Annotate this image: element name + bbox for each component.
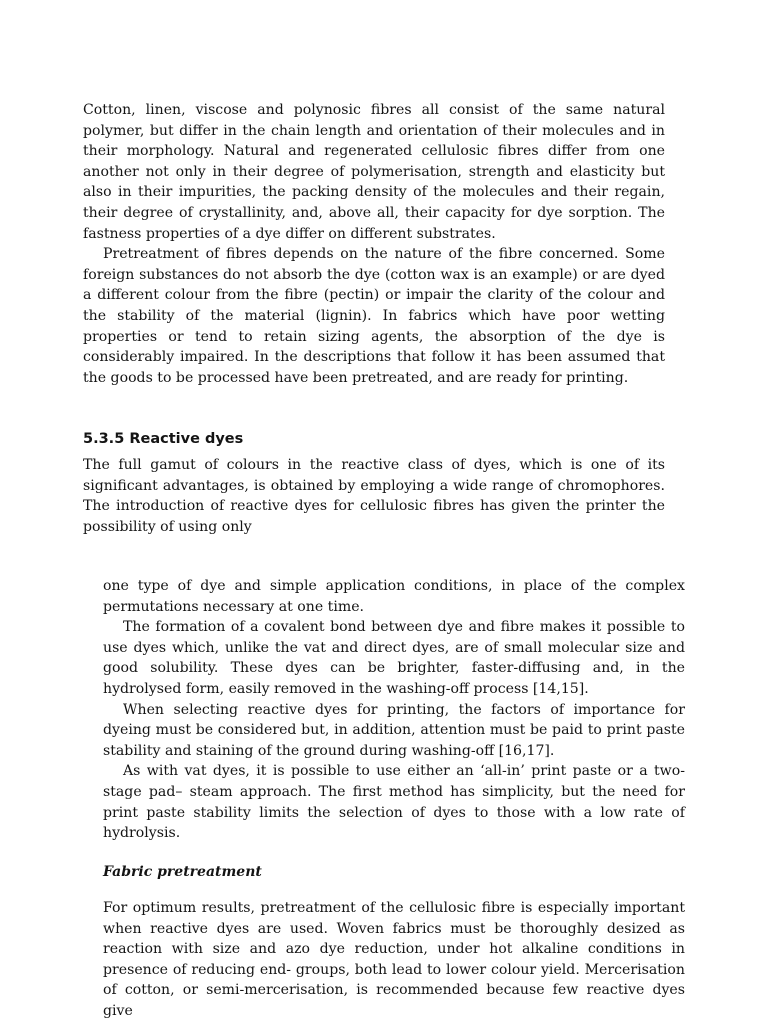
paragraph-reactive-dyes-intro: The full gamut of colours in the reactive class of dyes, which is one of its significant advantages, is obtained by employing a wide range of chromophores. The introduction of reactive dyes for cellulosic fibres has given the printer the possibility of using only xyxy=(83,457,665,535)
fabric-pretreatment-section xyxy=(103,898,685,1022)
paragraph-one-type-of-dye: one type of dye and simple application conditions, in place of the complex permutations necessary at one time. xyxy=(103,578,685,615)
paragraph-pretreatment-of-fibres: Pretreatment of fibres depends on the nature of the fibre concerned. Some foreign substances do not absorb the dye (cotton wax is an example) or are dyed a different colour from the fibre (pectin) or impair the clarity of the colour and the stability of the material (lignin). In fabrics which have poor wetting properties or tend to retain sizing agents, the absorption of the dye is considerably impaired. In the descriptions that follow it has been assumed that the goods to be processed have been pretreated, and are ready for printing. xyxy=(83,246,665,386)
paragraph-vat-dyes-comparison: As with vat dyes, it is possible to use either an ‘all-in’ print paste or a two-stage pad– steam approach. The first method has simplicity, but the need for print paste stability limits the selection of dyes to those with a low rate of hydrolysis. xyxy=(103,763,685,842)
section-heading-reactive-dyes: 5.3.5 Reactive dyes xyxy=(83,431,244,447)
paragraph-fabric-pretreatment: For optimum results, pretreatment of the cellulosic fibre is especially important when reactive dyes are used. Woven fabrics must be thoroughly desized as reaction with size and azo dye reduction, under hot alkaline conditions in presence of reducing end- groups, both lead to lower colour yield. Mercerisation of cotton, or semi-mercerisation, is recommended because few reactive dyes give xyxy=(103,900,685,1019)
reactive-dyes-continuation xyxy=(103,576,685,844)
subheading-fabric-pretreatment: Fabric pretreatment xyxy=(103,864,262,880)
reactive-dyes-intro xyxy=(83,455,665,537)
paragraph-fibre-types: Cotton, linen, viscose and polynosic fibres all consist of the same natural polymer, but differ in the chain length and orientation of their molecules and in their morphology. Natural and regenerated cellulosic fibres differ from one another not only in their degree of polymerisation, strength and elasticity but also in their impurities, the packing density of the molecules and their regain, their degree of crystallinity, and, above all, their capacity for dye sorption. The fastness properties of a dye differ on different substrates. xyxy=(83,102,665,242)
paragraph-covalent-bond: The formation of a covalent bond between dye and fibre makes it possible to use dyes which, unlike the vat and direct dyes, are of small molecular size and good solubility. These dyes can be brighter, faster-diffusing and, in the hydrolysed form, easily removed in the washing-off process [14,15]. xyxy=(103,619,685,697)
fibre-overview-section xyxy=(83,100,665,388)
paragraph-selecting-reactive-dyes: When selecting reactive dyes for printing, the factors of importance for dyeing must be considered but, in addition, attention must be paid to print paste stability and staining of the ground during washing-off [16,17]. xyxy=(103,701,685,759)
